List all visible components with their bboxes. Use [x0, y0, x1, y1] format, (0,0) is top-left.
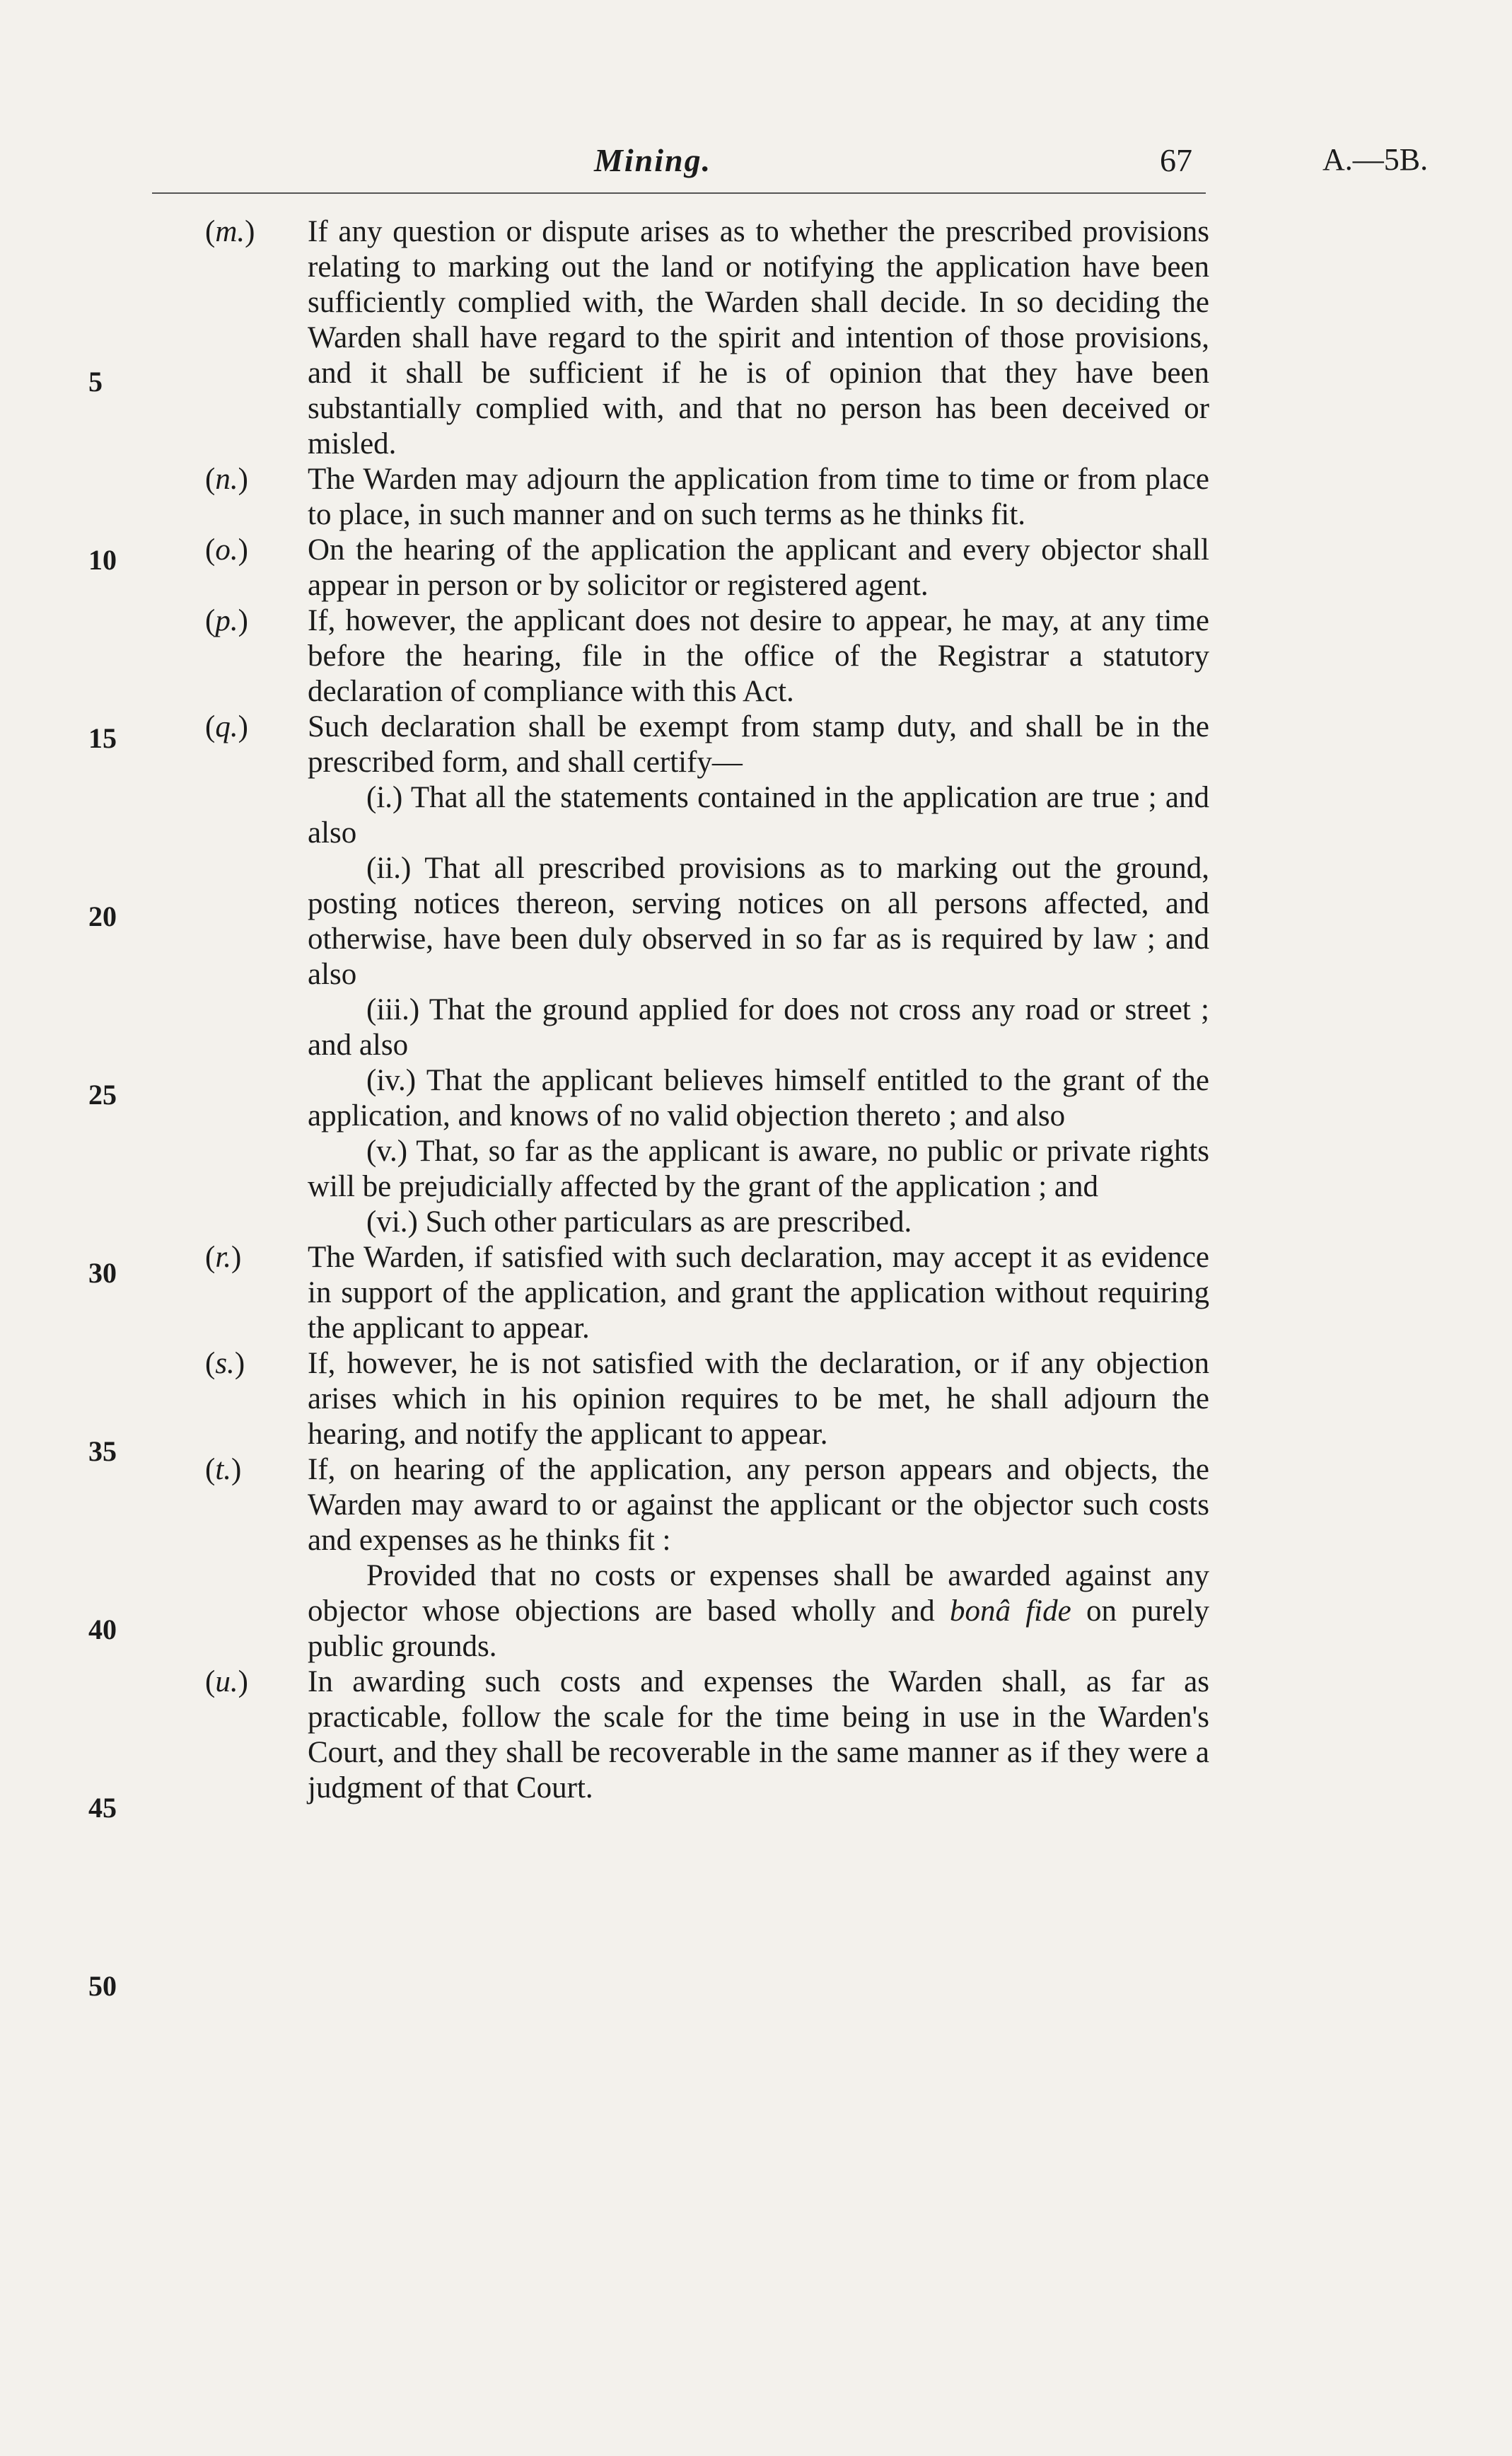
line-number-25: 25: [88, 1079, 117, 1111]
subclause-iv: (iv.) That the applicant believes himself entitled to the grant of the application, and knows of no valid objection thereto ; and also: [308, 1064, 1209, 1133]
line-number-30: 30: [88, 1257, 117, 1289]
subclause-ii: (ii.) That all prescribed provisions as to marking out the ground, posting notices thereon, serving notices on all persons affected, and otherwise, have been duly observed in so far as is required by law ; and also: [308, 852, 1209, 991]
line-number-20: 20: [88, 900, 117, 932]
proviso-latin: bonâ fide: [950, 1594, 1071, 1628]
clause-s: [205, 1346, 1209, 1452]
page-number: 67: [1160, 142, 1192, 178]
clause-label: (o.): [205, 533, 248, 567]
line-number-5: 5: [88, 366, 103, 398]
clause-text: On the hearing of the application the applicant and every objector shall appear in person or by solicitor or registered agent.: [308, 533, 1209, 602]
clause-label: (t.): [205, 1453, 242, 1486]
line-number-50: 50: [88, 1970, 117, 2002]
line-number-15: 15: [88, 722, 117, 754]
running-title: Mining.: [594, 142, 712, 178]
section-body: [205, 214, 1209, 1806]
line-number-35: 35: [88, 1435, 117, 1467]
clause-r: [205, 1240, 1209, 1346]
clause-n: [205, 462, 1209, 533]
proviso-lead: Provided that no costs or expenses shall be awarded against any objector whose objections are based wholly and: [308, 1559, 1209, 1628]
clause-t: [205, 1452, 1209, 1558]
header-rule: [152, 192, 1206, 194]
clause-label: (s.): [205, 1347, 245, 1380]
clause-label: (q.): [205, 710, 248, 743]
clause-m: [205, 214, 1209, 462]
line-number-40: 40: [88, 1614, 117, 1645]
clause-p: [205, 603, 1209, 709]
clause-text: If, however, the applicant does not desire to appear, he may, at any time before the hearing, file in the office of the Registrar a statutory declaration of compliance with this Act.: [308, 604, 1209, 708]
subclause-vi: (vi.) Such other particulars as are prescribed.: [366, 1205, 912, 1239]
clause-label: (n.): [205, 463, 248, 496]
clause-text: If, however, he is not satisfied with the declaration, or if any objection arises which in his opinion requires to be met, he shall adjourn the hearing, and notify the applicant to appear.: [308, 1347, 1209, 1451]
clause-label: (p.): [205, 604, 248, 637]
clause-label: (u.): [205, 1665, 248, 1698]
subclause-iii: (iii.) That the ground applied for does not cross any road or street ; and also: [308, 993, 1209, 1062]
clause-text: If any question or dispute arises as to whether the prescribed provisions relating to marking out the land or notifying the application have been sufficiently complied with, the Warden shall decide. In so deciding the Warden shall have regard to the spirit and intention of those provisions, and it shall be sufficient if he is of opinion that they have been substantially complied with, and that no person has been deceived or misled.: [308, 215, 1209, 460]
clause-text: The Warden may adjourn the application from time to time or from place to place, in such manner and on such terms as he thinks fit.: [308, 463, 1209, 531]
proviso-tail: on purely public grounds.: [308, 1594, 1210, 1663]
clause-text: Such declaration shall be exempt from stamp duty, and shall be in the prescribed form, and shall certify—: [308, 710, 1209, 779]
line-number-10: 10: [88, 544, 117, 576]
clause-q: [205, 709, 1209, 780]
paper-reference: A.—5B.: [1322, 142, 1429, 177]
clause-text: The Warden, if satisfied with such declaration, may accept it as evidence in support of the application, and grant the application without requiring the applicant to appear.: [308, 1241, 1209, 1345]
clause-label: (r.): [205, 1241, 242, 1274]
clause-text: In awarding such costs and expenses the Warden shall, as far as practicable, follow the scale for the time being in use in the Warden's Court, and they shall be recoverable in the same manner as if they were a judgment of that Court.: [308, 1665, 1209, 1805]
clause-u: [205, 1664, 1209, 1806]
clause-text: If, on hearing of the application, any person appears and objects, the Warden may award to or against the applicant or the objector such costs and expenses as he thinks fit :: [308, 1453, 1209, 1557]
proviso: [205, 1558, 1209, 1664]
clause-label: (m.): [205, 215, 255, 248]
subclause-v: (v.) That, so far as the applicant is aware, no public or private rights will be prejudicially affected by the grant of the application ; and: [308, 1135, 1209, 1203]
subclause-i: (i.) That all the statements contained in the application are true ; and also: [308, 781, 1209, 850]
clause-o: [205, 533, 1209, 603]
line-number-45: 45: [88, 1792, 117, 1824]
